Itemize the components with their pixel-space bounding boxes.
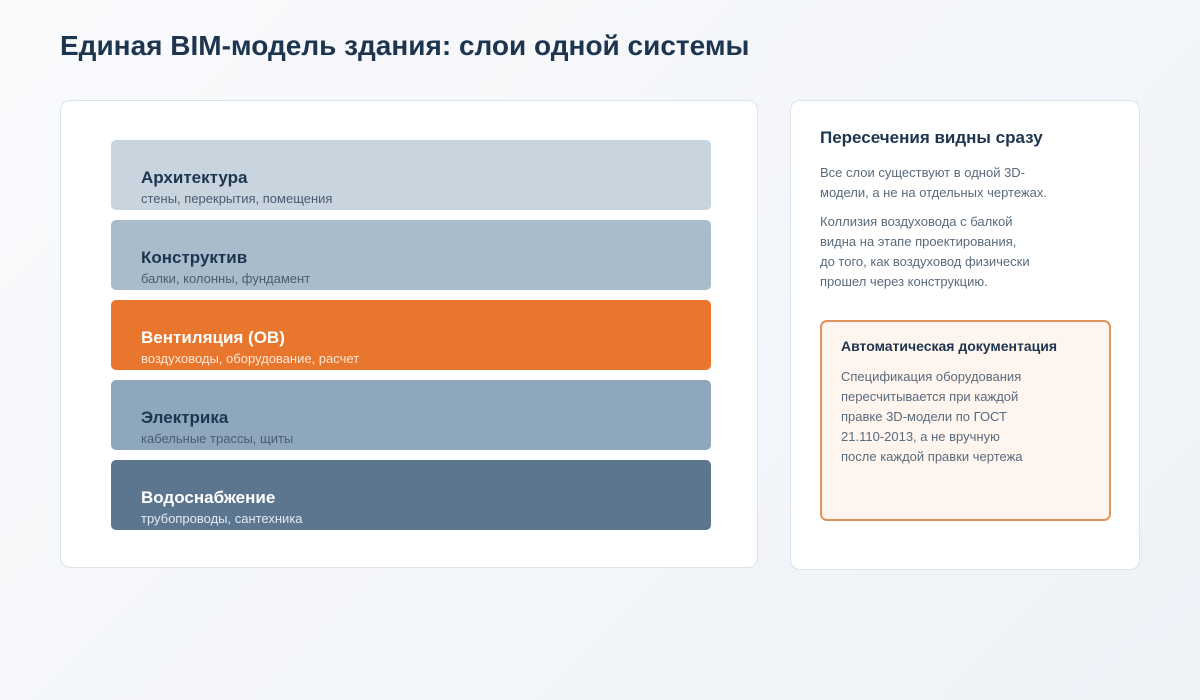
layer-name: Архитектура [141,168,248,187]
info-panel [790,100,1140,570]
paragraph-line: прошел через конструкцию. [820,274,988,289]
doc-box-title: Автоматическая документация [841,338,1058,354]
paragraph-line: после каждой правки чертежа [841,449,1023,464]
paragraph-line: 21.110-2013, а не вручную [841,429,1000,444]
layer-ventilation [111,300,711,370]
layers-panel [60,100,758,568]
paragraph-line: видна на этапе проектирования, [820,234,1017,249]
layer-name: Водоснабжение [141,488,276,507]
layer-name: Вентиляция (ОВ) [141,328,285,347]
layer-description: кабельные трассы, щиты [141,431,294,446]
layer-description: трубопроводы, сантехника [141,511,303,526]
layer-description: воздуховоды, оборудование, расчет [141,351,360,366]
doc-box-text [841,367,1041,467]
layer-name: Конструктив [141,248,248,267]
layer-name: Электрика [141,408,229,427]
layer-structure [111,220,711,290]
paragraph-line: Коллизия воздуховода с балкой [820,214,1013,229]
layer-architecture [111,140,711,210]
paragraph-line: модели, а не на отдельных чертежах. [820,185,1047,200]
paragraph-line: пересчитывается при каждой [841,389,1019,404]
layer-electrical [111,380,711,450]
layer-description: балки, колонны, фундамент [141,271,311,286]
auto-documentation-box [820,320,1111,521]
layer-description: стены, перекрытия, помещения [141,191,333,206]
layer-water-supply [111,460,711,530]
paragraph-line: Спецификация оборудования [841,369,1022,384]
page-title: Единая BIM-модель здания: слои одной системы [60,30,750,61]
info-paragraph [820,163,1070,203]
paragraph-line: правке 3D-модели по ГОСТ [841,409,1007,424]
info-paragraph [820,212,1070,292]
info-title: Пересечения видны сразу [820,128,1043,147]
paragraph-line: Все слои существуют в одной 3D- [820,165,1026,180]
paragraph-line: до того, как воздуховод физически [820,254,1030,269]
